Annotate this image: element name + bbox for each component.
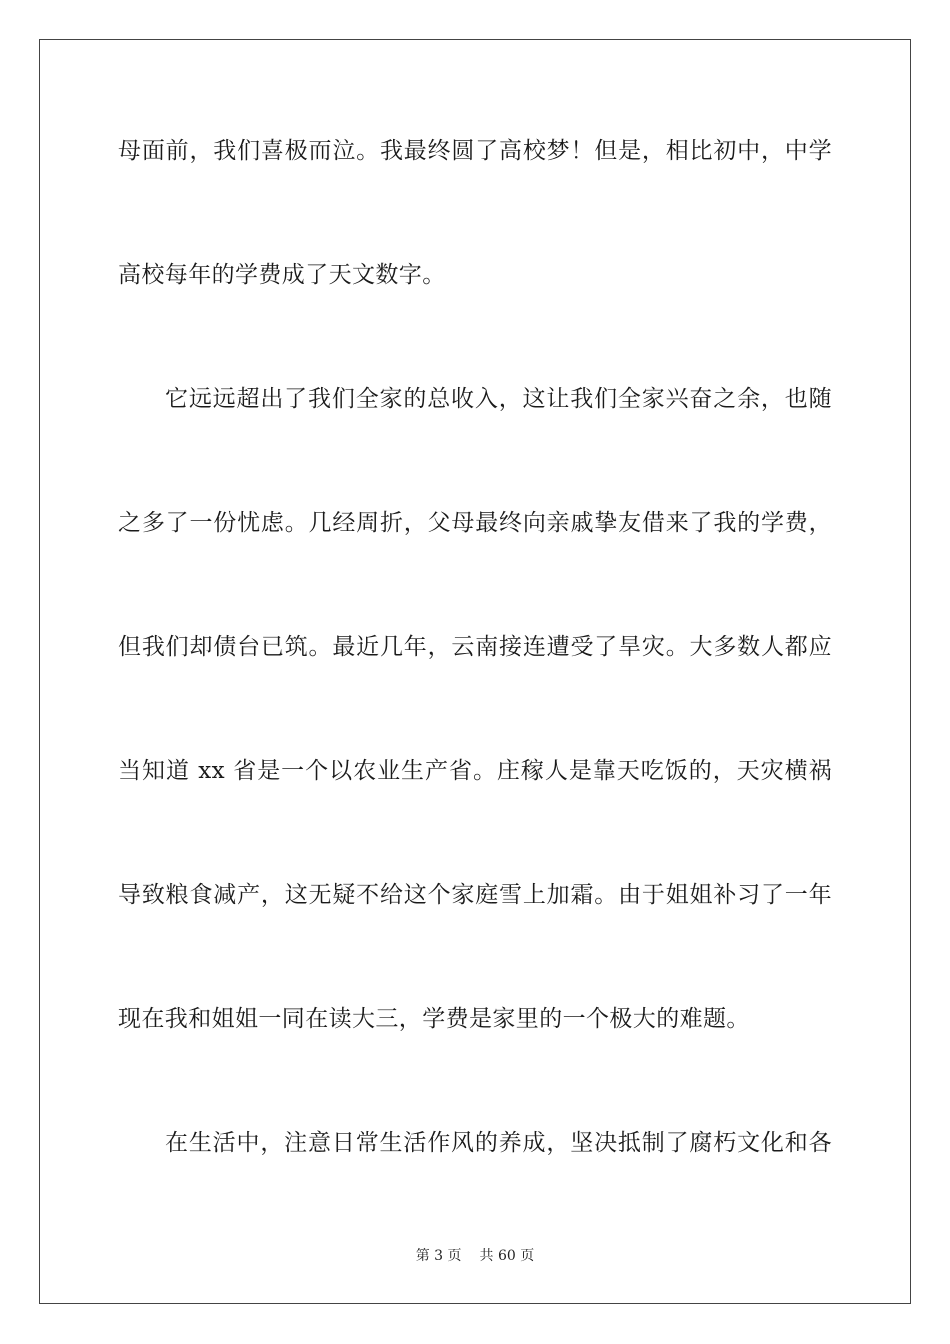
- text-line-4: 之多了一份忧虑。几经周折，父母最终向亲戚挚友借来了我的学费，: [118, 510, 832, 536]
- text-line-1: 母面前，我们喜极而泣。我最终圆了高校梦！但是，相比初中，中学: [118, 138, 832, 164]
- text-line-2: 高校每年的学费成了天文数字。: [118, 262, 446, 288]
- page-border: [39, 39, 911, 1304]
- text-line-9: 在生活中，注意日常生活作风的养成，坚决抵制了腐朽文化和各: [165, 1130, 832, 1156]
- page-number: 第 3 页: [415, 1248, 462, 1264]
- page-footer: [0, 1246, 950, 1266]
- text-line-3: 它远远超出了我们全家的总收入，这让我们全家兴奋之余，也随: [165, 386, 832, 412]
- page-total: 共 60 页: [479, 1248, 535, 1264]
- text-line-6: 当知道 xx 省是一个以农业生产省。庄稼人是靠天吃饭的，天灾横祸: [118, 758, 832, 784]
- text-line-5: 但我们却债台已筑。最近几年，云南接连遭受了旱灾。大多数人都应: [118, 634, 832, 660]
- text-line-7: 导致粮食减产，这无疑不给这个家庭雪上加霜。由于姐姐补习了一年: [118, 882, 832, 908]
- text-line-8: 现在我和姐姐一同在读大三，学费是家里的一个极大的难题。: [118, 1006, 750, 1032]
